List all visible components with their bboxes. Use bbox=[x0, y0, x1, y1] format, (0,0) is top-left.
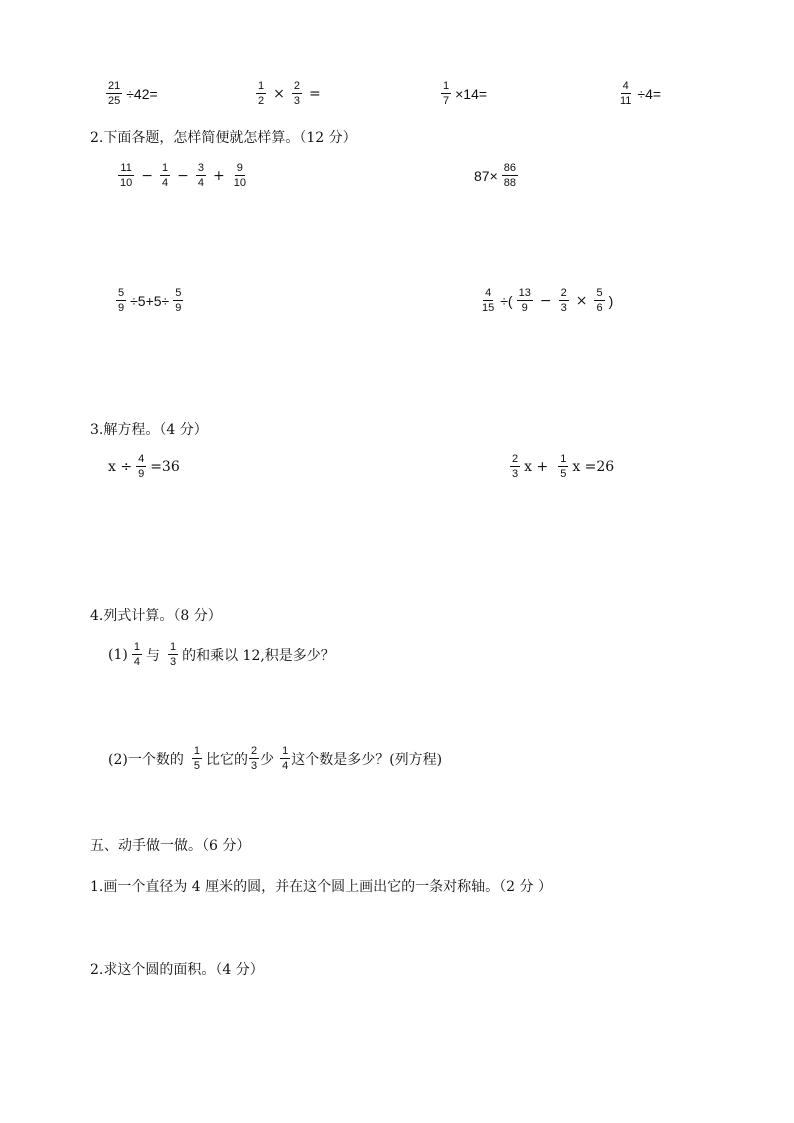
q3-equation-2: $\frac{2}{3}$ x + $\frac{1}{5}$ x =26 bbox=[512, 453, 615, 480]
q3-equation-1: x ÷ $\frac{4}{9}$ =36 bbox=[108, 453, 180, 480]
fraction: $\frac{2}{3}$ bbox=[293, 80, 300, 107]
question-4-title: 4.列式计算。（8 分） bbox=[90, 608, 222, 624]
fraction: $\frac{1}{7}$ bbox=[443, 80, 450, 107]
section-5-title: 五、动手做一做。（6 分） bbox=[90, 838, 251, 854]
fraction: $\frac{1}{2}$ bbox=[258, 80, 265, 107]
calc-item-1: $\frac{21}{25}$ ÷42= bbox=[108, 80, 158, 107]
fraction: $\frac{4}{11}$ bbox=[620, 80, 632, 107]
question-3-title: 3.解方程。（4 分） bbox=[90, 422, 208, 438]
q2-problem-1: $\frac{11}{10}$ − $\frac{1}{4}$ − $\frac{3}{4}$ + $\frac{9}{10}$ bbox=[120, 162, 246, 189]
question-2-title: 2.下面各题，怎样简便就怎样算。（12 分） bbox=[90, 130, 357, 146]
q4-problem-1: (1) $\frac{1}{4}$ 与 $\frac{1}{3}$ 的和乘以 12,积是多少？ bbox=[108, 641, 335, 668]
calc-item-3: $\frac{1}{7}$ ×14= bbox=[443, 80, 488, 107]
calc-item-4: $\frac{4}{11}$ ÷4= bbox=[620, 80, 662, 107]
calc-item-2: $\frac{1}{2}$ × $\frac{2}{3}$ = bbox=[258, 80, 321, 107]
q2-problem-2: 87× $\frac{86}{88}$ bbox=[474, 162, 516, 189]
q2-problem-3: $\frac{5}{9}$ ÷5+5÷ $\frac{5}{9}$ bbox=[118, 287, 182, 314]
q2-problem-4: $\frac{4}{15}$ ÷( $\frac{13}{9}$ − $\frac{2}{3}$ × $\frac{5}{6}$ ) bbox=[482, 287, 614, 314]
section-5-item-1: 1.画一个直径为 4 厘米的圆，并在这个圆上画出它的一条对称轴。（2 分 ） bbox=[90, 879, 552, 895]
section-5-item-2: 2.求这个圆的面积。（4 分） bbox=[90, 962, 264, 978]
q4-problem-2: (2)一个数的 $\frac{1}{5}$ 比它的 $\frac{2}{3}$ 少 $\frac{1}{4}$ 这个数是多少？(列方程) bbox=[108, 745, 443, 772]
fraction: $\frac{21}{25}$ bbox=[108, 80, 121, 107]
